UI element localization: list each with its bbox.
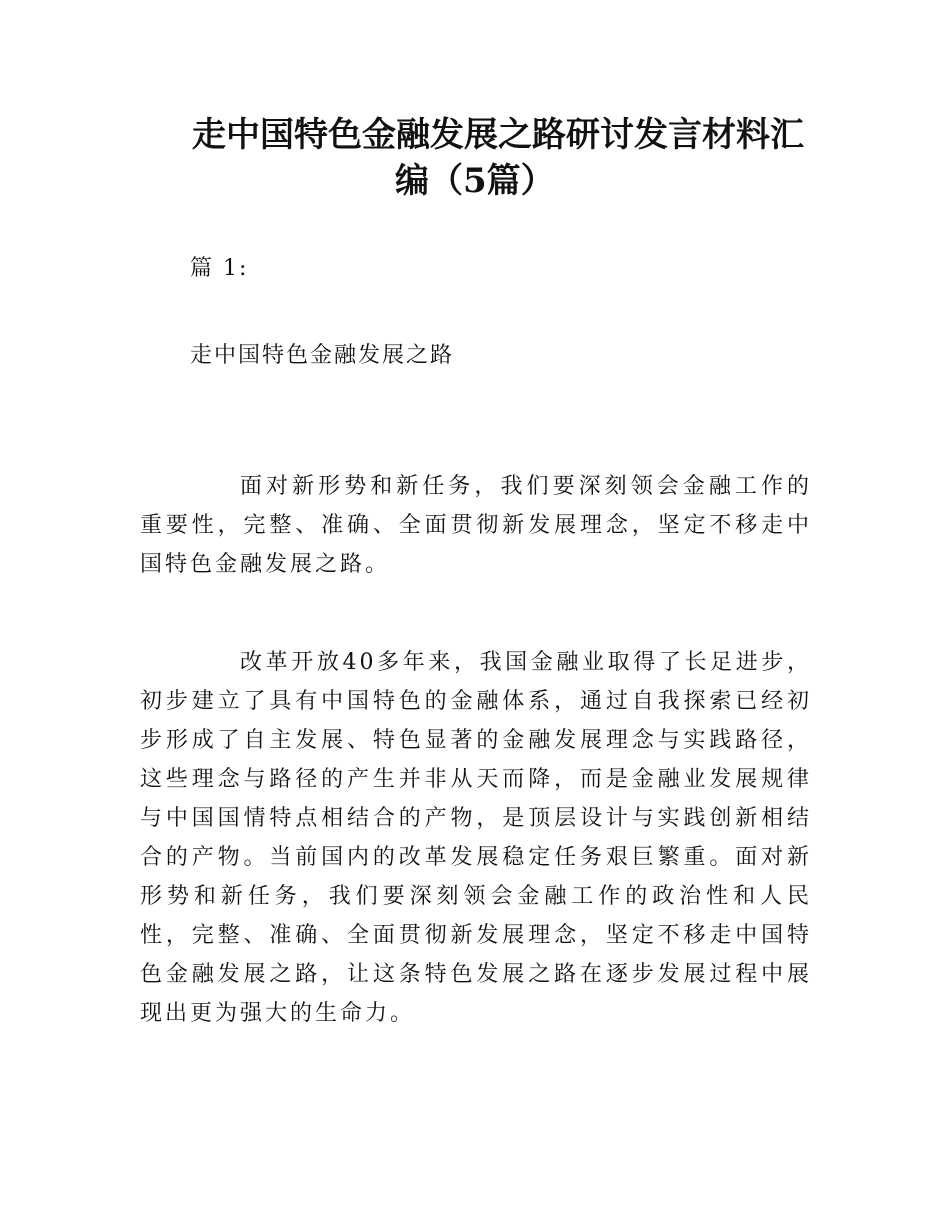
paragraph-1: 面对新形势和新任务，我们要深刻领会金融工作的重要性，完整、准确、全面贯彻新发展理念，坚定不移走中国特色金融发展之路。 [140,474,812,577]
document-title-line-2: 编（5篇） [395,161,555,201]
section-label: 篇 1: [190,256,249,281]
document-title-line-1: 走中国特色金融发展之路研讨发言材料汇 [192,115,804,155]
article-title: 走中国特色金融发展之路 [190,343,455,368]
document-title [140,112,812,204]
paragraph-2: 改革开放40多年来，我国金融业取得了长足进步，初步建立了具有中国特色的金融体系，通过自我探索已经初步形成了自主发展、特色显著的金融发展理念与实践路径，这些理念与路径的产生并非从天而降，而是金融业发展规律与中国国情特点相结合的产物，是顶层设计与实践创新相结合的产物。当前国内的改革发展稳定任务艰巨繁重。面对新形势和新任务，我们要深刻领会金融工作的政治性和人民性，完整、准确、全面贯彻新发展理念，坚定不移走中国特色金融发展之路，让这条特色发展之路在逐步发展过程中展现出更为强大的生命力。 [140,650,812,1026]
